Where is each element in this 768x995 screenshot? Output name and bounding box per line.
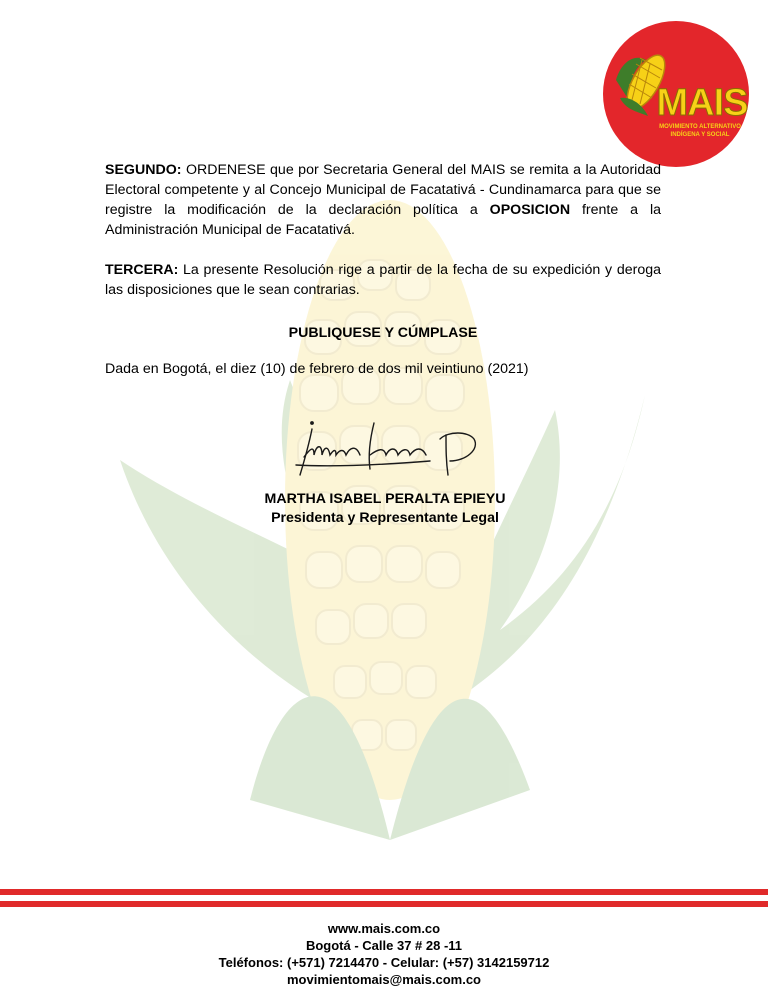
tercera-paragraph	[105, 260, 661, 300]
footer-stripe-top	[0, 889, 768, 895]
footer-address: Bogotá - Calle 37 # 28 -11	[305, 938, 463, 953]
footer-phones: Teléfonos: (+571) 7214470 - Celular: (+57) 3142159712	[218, 955, 550, 970]
svg-text:INDÍGENA Y SOCIAL: INDÍGENA Y SOCIAL	[670, 132, 730, 138]
resolution-body	[105, 160, 661, 300]
signer-name: MARTHA ISABEL PERALTA EPIEYU	[264, 491, 506, 507]
oposicion-bold: OPOSICION	[489, 202, 571, 218]
segundo-text-2: frente a la Administración Municipal de Facatativá.	[105, 202, 661, 238]
tercera-text: La presente Resolución rige a partir de la fecha de su expedición y deroga las disposiciones que le sean contrarias.	[105, 262, 661, 298]
mais-logo	[602, 20, 750, 168]
segundo-text-1: ORDENESE que por Secretaria General del MAIS se remita a la Autoridad Electoral competente y al Concejo Municipal de Facatativá - Cundinamarca para que se registre la modificación de la declaración política a	[105, 162, 661, 218]
dated-line: Dada en Bogotá, el diez (10) de febrero de dos mil veintiuno (2021)	[105, 361, 529, 377]
publiquese-heading: PUBLIQUESE Y CÚMPLASE	[288, 325, 478, 341]
corn-watermark	[100, 200, 660, 890]
signer-role: Presidenta y Representante Legal	[271, 510, 499, 526]
footer-website: www.mais.com.co	[327, 921, 441, 936]
footer-stripe-bottom	[0, 901, 768, 907]
svg-text:MAIS: MAIS	[656, 82, 748, 124]
handwritten-signature	[290, 415, 490, 485]
tercera-label: TERCERA:	[105, 262, 179, 278]
svg-text:MOVIMIENTO ALTERNATIVO: MOVIMIENTO ALTERNATIVO	[659, 124, 741, 130]
footer-email: movimientomais@mais.com.co	[286, 972, 482, 987]
segundo-label: SEGUNDO:	[105, 162, 182, 178]
segundo-paragraph	[105, 160, 661, 240]
